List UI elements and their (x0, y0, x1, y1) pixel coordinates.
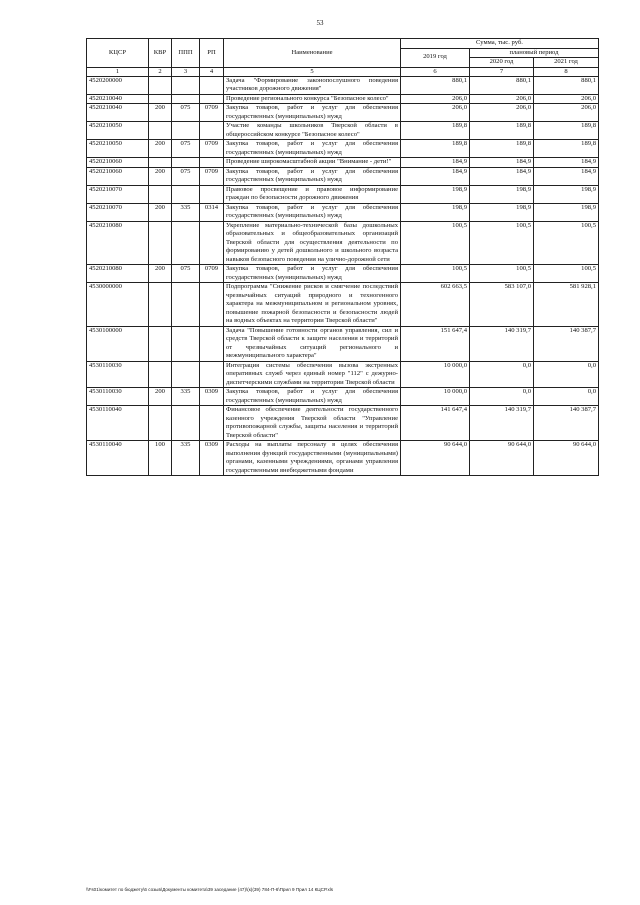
cell-kcsr: 4520200000 (87, 76, 149, 94)
cell-2019: 184,9 (401, 167, 470, 185)
cell-2020: 184,9 (470, 158, 534, 168)
cell-rp: 0309 (200, 441, 224, 476)
cell-name: Расходы на выплаты персоналу в целях обеспечения выполнения функций государственными (муниципальными) органами, казенными учреждениями, органами управления государственными внебюджетными фондами (224, 441, 401, 476)
cell-2020: 0,0 (470, 388, 534, 406)
cell-2021: 581 928,1 (534, 283, 599, 327)
header-name: Наименование (224, 39, 401, 68)
column-number: 7 (470, 67, 534, 76)
cell-2021: 100,5 (534, 221, 599, 265)
cell-rp (200, 361, 224, 388)
cell-2019: 100,5 (401, 265, 470, 283)
cell-2021: 100,5 (534, 265, 599, 283)
table-row (87, 388, 599, 406)
cell-kcsr: 4520210040 (87, 94, 149, 104)
budget-table (86, 38, 599, 476)
file-path-footer: \\Fs01\комитет по бюджету\6 созыв\Документы комитета\39 заседание (47)\(к)(39) 784-П-6\Прил 9 Прил 14 КЦСР.xls (86, 887, 334, 892)
cell-2019: 184,9 (401, 158, 470, 168)
cell-name: Закупка товаров, работ и услуг для обеспечения государственных (муниципальных) нужд (224, 203, 401, 221)
cell-kvr (149, 326, 172, 361)
column-number: 5 (224, 67, 401, 76)
cell-2020: 140 319,7 (470, 326, 534, 361)
cell-2019: 90 644,0 (401, 441, 470, 476)
table-row (87, 441, 599, 476)
cell-kcsr: 4520210060 (87, 167, 149, 185)
cell-name: Закупка товаров, работ и услуг для обеспечения государственных (муниципальных) нужд (224, 388, 401, 406)
cell-kcsr: 4520210050 (87, 140, 149, 158)
cell-2021: 0,0 (534, 361, 599, 388)
cell-rp: 0314 (200, 203, 224, 221)
cell-name: Подпрограмма "Снижение рисков и смягчение последствий чрезвычайных ситуаций природного и техногенного характера на межмуниципальном и региональном уровнях, повышение пожарной безопасности и безопасности людей на водных объектах на территории Тверской области" (224, 283, 401, 327)
cell-2021: 140 387,7 (534, 406, 599, 441)
cell-name: Проведение регионального конкурса "Безопасное колесо" (224, 94, 401, 104)
cell-ppp (172, 406, 200, 441)
header-kvr: КВР (149, 39, 172, 68)
cell-2021: 206,0 (534, 104, 599, 122)
cell-ppp (172, 361, 200, 388)
cell-rp (200, 122, 224, 140)
cell-2021: 184,9 (534, 158, 599, 168)
cell-kvr (149, 185, 172, 203)
cell-2019: 151 647,4 (401, 326, 470, 361)
cell-rp: 0709 (200, 265, 224, 283)
cell-2019: 206,0 (401, 94, 470, 104)
cell-kcsr: 4520210070 (87, 203, 149, 221)
cell-2019: 880,1 (401, 76, 470, 94)
cell-2021: 184,9 (534, 167, 599, 185)
cell-kcsr: 4520210070 (87, 185, 149, 203)
cell-kcsr: 4520210040 (87, 104, 149, 122)
cell-ppp (172, 94, 200, 104)
cell-ppp (172, 122, 200, 140)
cell-2019: 602 663,5 (401, 283, 470, 327)
cell-ppp (172, 221, 200, 265)
page-number: 53 (316, 19, 324, 27)
column-number: 8 (534, 67, 599, 76)
cell-kvr: 200 (149, 388, 172, 406)
cell-name: Правовое просвещение и правовое информирование граждан по безопасности дорожного движения (224, 185, 401, 203)
cell-2020: 880,1 (470, 76, 534, 94)
cell-2020: 198,9 (470, 185, 534, 203)
cell-name: Задача "Повышение готовности органов управления, сил и средств Тверской области к защите населения и территорий от чрезвычайных ситуаций регионального и межмуниципального характера" (224, 326, 401, 361)
cell-kvr (149, 406, 172, 441)
cell-kcsr: 4530110040 (87, 441, 149, 476)
cell-name: Финансовое обеспечение деятельности государственного казенного учреждения Тверской области "Управление противопожарной службы, защиты населения и территорий Тверской области" (224, 406, 401, 441)
column-number: 1 (87, 67, 149, 76)
cell-kvr: 200 (149, 140, 172, 158)
cell-kvr (149, 122, 172, 140)
cell-2019: 189,8 (401, 122, 470, 140)
table-row (87, 265, 599, 283)
header-kcsr: КЦСР (87, 39, 149, 68)
column-number: 4 (200, 67, 224, 76)
table-row (87, 104, 599, 122)
cell-2020: 189,8 (470, 122, 534, 140)
header-2021: 2021 год (534, 58, 599, 68)
table-row (87, 185, 599, 203)
cell-rp (200, 158, 224, 168)
cell-ppp (172, 185, 200, 203)
cell-kvr (149, 158, 172, 168)
cell-kcsr: 4530110030 (87, 361, 149, 388)
cell-rp: 0309 (200, 388, 224, 406)
cell-2019: 198,9 (401, 185, 470, 203)
cell-2020: 0,0 (470, 361, 534, 388)
cell-rp (200, 406, 224, 441)
cell-ppp (172, 326, 200, 361)
cell-rp (200, 221, 224, 265)
cell-name: Участие команды школьников Тверской области в общероссийском конкурсе "Безопасное колесо" (224, 122, 401, 140)
cell-ppp (172, 158, 200, 168)
cell-kcsr: 4530110040 (87, 406, 149, 441)
cell-2021: 206,0 (534, 94, 599, 104)
table-header (87, 39, 599, 77)
cell-kcsr: 4530110030 (87, 388, 149, 406)
table-row (87, 140, 599, 158)
cell-2020: 140 319,7 (470, 406, 534, 441)
cell-kcsr: 4520210080 (87, 221, 149, 265)
cell-2019: 206,0 (401, 104, 470, 122)
cell-2019: 10 000,0 (401, 388, 470, 406)
column-number: 6 (401, 67, 470, 76)
cell-kvr (149, 283, 172, 327)
cell-kvr: 200 (149, 203, 172, 221)
cell-2021: 189,8 (534, 140, 599, 158)
cell-kvr (149, 76, 172, 94)
cell-kcsr: 4530100000 (87, 326, 149, 361)
cell-name: Укрепление материально-технической базы дошкольных образовательных и общеобразовательных организаций Тверской области для осуществления деятельности по формированию у детей дошкольного и школьного возраста навыков безопасного поведения на улично-дорожной сети (224, 221, 401, 265)
cell-rp (200, 283, 224, 327)
table-row (87, 203, 599, 221)
header-plan-period: плановый период (470, 48, 599, 58)
header-2020: 2020 год (470, 58, 534, 68)
table-row (87, 167, 599, 185)
cell-name: Закупка товаров, работ и услуг для обеспечения государственных (муниципальных) нужд (224, 265, 401, 283)
cell-2020: 583 107,0 (470, 283, 534, 327)
cell-ppp: 075 (172, 104, 200, 122)
cell-2020: 90 644,0 (470, 441, 534, 476)
cell-rp: 0709 (200, 167, 224, 185)
cell-2021: 198,9 (534, 185, 599, 203)
cell-kcsr: 4520210050 (87, 122, 149, 140)
cell-rp (200, 76, 224, 94)
cell-kcsr: 4530000000 (87, 283, 149, 327)
cell-2021: 0,0 (534, 388, 599, 406)
cell-2019: 189,8 (401, 140, 470, 158)
cell-2021: 880,1 (534, 76, 599, 94)
cell-kcsr: 4520210060 (87, 158, 149, 168)
cell-name: Интеграция системы обеспечения вызова экстренных оперативных служб через единый номер "112" с дежурно-диспетчерскими службами на территории Тверской области (224, 361, 401, 388)
cell-ppp (172, 283, 200, 327)
cell-ppp: 335 (172, 388, 200, 406)
cell-ppp: 075 (172, 265, 200, 283)
table-row (87, 361, 599, 388)
cell-2020: 184,9 (470, 167, 534, 185)
table-row (87, 221, 599, 265)
header-rp: РП (200, 39, 224, 68)
table-body (87, 76, 599, 476)
cell-2019: 100,5 (401, 221, 470, 265)
cell-2020: 100,5 (470, 221, 534, 265)
cell-2019: 10 000,0 (401, 361, 470, 388)
cell-2019: 198,9 (401, 203, 470, 221)
cell-kcsr: 4520210080 (87, 265, 149, 283)
cell-rp (200, 326, 224, 361)
cell-name: Задача "Формирование законопослушного поведения участников дорожного движения" (224, 76, 401, 94)
header-sum-title: Сумма, тыс. руб. (401, 39, 599, 49)
cell-2021: 90 644,0 (534, 441, 599, 476)
cell-rp (200, 185, 224, 203)
cell-rp: 0709 (200, 140, 224, 158)
cell-kvr: 200 (149, 104, 172, 122)
column-number: 2 (149, 67, 172, 76)
cell-ppp: 335 (172, 203, 200, 221)
cell-rp: 0709 (200, 104, 224, 122)
column-numbers-row (87, 67, 599, 76)
table-row (87, 283, 599, 327)
table-row (87, 122, 599, 140)
cell-ppp: 075 (172, 167, 200, 185)
cell-kvr: 200 (149, 167, 172, 185)
table-row (87, 158, 599, 168)
cell-2020: 198,9 (470, 203, 534, 221)
header-2019: 2019 год (401, 48, 470, 67)
cell-ppp: 335 (172, 441, 200, 476)
table-row (87, 406, 599, 441)
cell-kvr (149, 361, 172, 388)
cell-2021: 198,9 (534, 203, 599, 221)
column-number: 3 (172, 67, 200, 76)
table-row (87, 94, 599, 104)
cell-name: Проведение широкомасштабной акции "Внимание - дети!" (224, 158, 401, 168)
cell-2019: 141 647,4 (401, 406, 470, 441)
cell-name: Закупка товаров, работ и услуг для обеспечения государственных (муниципальных) нужд (224, 140, 401, 158)
cell-kvr (149, 94, 172, 104)
cell-2020: 206,0 (470, 104, 534, 122)
cell-kvr: 100 (149, 441, 172, 476)
cell-ppp: 075 (172, 140, 200, 158)
cell-rp (200, 94, 224, 104)
cell-2021: 140 387,7 (534, 326, 599, 361)
table-row (87, 326, 599, 361)
cell-2020: 189,8 (470, 140, 534, 158)
cell-name: Закупка товаров, работ и услуг для обеспечения государственных (муниципальных) нужд (224, 104, 401, 122)
cell-kvr (149, 221, 172, 265)
cell-kvr: 200 (149, 265, 172, 283)
cell-2020: 100,5 (470, 265, 534, 283)
cell-ppp (172, 76, 200, 94)
cell-2021: 189,8 (534, 122, 599, 140)
cell-name: Закупка товаров, работ и услуг для обеспечения государственных (муниципальных) нужд (224, 167, 401, 185)
header-ppp: ППП (172, 39, 200, 68)
cell-2020: 206,0 (470, 94, 534, 104)
table-row (87, 76, 599, 94)
